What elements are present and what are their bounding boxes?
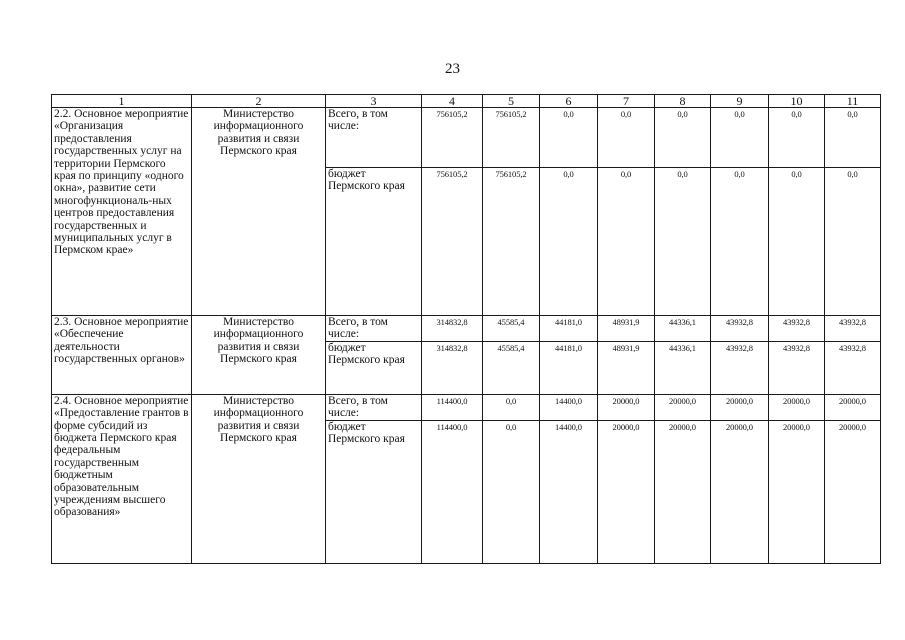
table-cell: 20000,0 (825, 420, 881, 563)
table-cell: 20000,0 (598, 420, 655, 563)
table-cell: 756105,2 (422, 168, 483, 316)
table-cell: 114400,0 (422, 420, 483, 563)
column-header: 2 (192, 95, 326, 108)
table-cell: 0,0 (483, 420, 540, 563)
table-cell: 0,0 (598, 108, 655, 168)
table-cell: 0,0 (825, 168, 881, 316)
table-cell: 0,0 (769, 168, 825, 316)
column-header: 1 (52, 95, 192, 108)
table-cell: 43932,8 (825, 316, 881, 342)
table-cell: 314832,8 (422, 316, 483, 342)
table-cell: 0,0 (655, 168, 711, 316)
column-number-row (52, 95, 881, 108)
table-cell: 43932,8 (769, 316, 825, 342)
measure-name: 2.4. Основное мероприятие «Предоставление грантов в форме субсидий из бюджета Пермского края федеральным государственным бюджетным образовательным учреждениям высшего образования» (52, 394, 192, 563)
funding-source: Всего, в том числе: (326, 316, 422, 342)
executor-name: Министерство информационного развития и связи Пермского края (192, 316, 326, 395)
table-cell: 0,0 (540, 108, 598, 168)
table-cell: 14400,0 (540, 394, 598, 420)
table-cell: 20000,0 (825, 394, 881, 420)
table-cell: 0,0 (769, 108, 825, 168)
table-cell: 20000,0 (598, 394, 655, 420)
table-cell: 44336,1 (655, 341, 711, 394)
measure-name: 2.3. Основное мероприятие «Обеспечение деятельности государственных органов» (52, 316, 192, 395)
table-row (52, 316, 881, 342)
column-header: 11 (825, 95, 881, 108)
table-cell: 45585,4 (483, 341, 540, 394)
budget-table (51, 94, 881, 564)
measure-name: 2.2. Основное мероприятие «Организация предоставления государственных услуг на территории Пермского края по принципу «одного окна», развитие сети многофункциональ-ных центров предоставления государственных и муниципальных услуг в Пермском крае» (52, 108, 192, 316)
table-cell: 20000,0 (655, 420, 711, 563)
table-cell: 114400,0 (422, 394, 483, 420)
table-cell: 43932,8 (769, 341, 825, 394)
table-cell: 20000,0 (769, 420, 825, 563)
executor-name: Министерство информационного развития и связи Пермского края (192, 394, 326, 563)
funding-source: Всего, в том числе: (326, 108, 422, 168)
column-header: 7 (598, 95, 655, 108)
column-header: 8 (655, 95, 711, 108)
table-cell: 0,0 (825, 108, 881, 168)
table-cell: 43932,8 (711, 316, 769, 342)
table-cell: 314832,8 (422, 341, 483, 394)
table-cell: 44336,1 (655, 316, 711, 342)
table-cell: 0,0 (540, 168, 598, 316)
funding-source: бюджет Пермского края (326, 420, 422, 563)
column-header: 10 (769, 95, 825, 108)
table-cell: 0,0 (711, 168, 769, 316)
table-cell: 43932,8 (825, 341, 881, 394)
table-cell: 45585,4 (483, 316, 540, 342)
table-cell: 20000,0 (711, 420, 769, 563)
column-header: 4 (422, 95, 483, 108)
table-cell: 14400,0 (540, 420, 598, 563)
table-cell: 0,0 (711, 108, 769, 168)
table-cell: 756105,2 (483, 108, 540, 168)
table-row (52, 394, 881, 420)
table-row (52, 108, 881, 168)
column-header: 5 (483, 95, 540, 108)
table-cell: 44181,0 (540, 341, 598, 394)
table-cell: 0,0 (598, 168, 655, 316)
funding-source: бюджет Пермского края (326, 341, 422, 394)
table-cell: 20000,0 (769, 394, 825, 420)
funding-source: Всего, в том числе: (326, 394, 422, 420)
table-cell: 0,0 (483, 394, 540, 420)
column-header: 6 (540, 95, 598, 108)
table-cell: 44181,0 (540, 316, 598, 342)
executor-name: Министерство информационного развития и связи Пермского края (192, 108, 326, 316)
table-cell: 20000,0 (711, 394, 769, 420)
table-cell: 48931,9 (598, 316, 655, 342)
table-cell: 0,0 (655, 108, 711, 168)
table-cell: 20000,0 (655, 394, 711, 420)
funding-source: бюджет Пермского края (326, 168, 422, 316)
column-header: 3 (326, 95, 422, 108)
table-cell: 756105,2 (422, 108, 483, 168)
page-number: 23 (445, 61, 460, 77)
table-cell: 48931,9 (598, 341, 655, 394)
table-cell: 43932,8 (711, 341, 769, 394)
column-header: 9 (711, 95, 769, 108)
table-cell: 756105,2 (483, 168, 540, 316)
